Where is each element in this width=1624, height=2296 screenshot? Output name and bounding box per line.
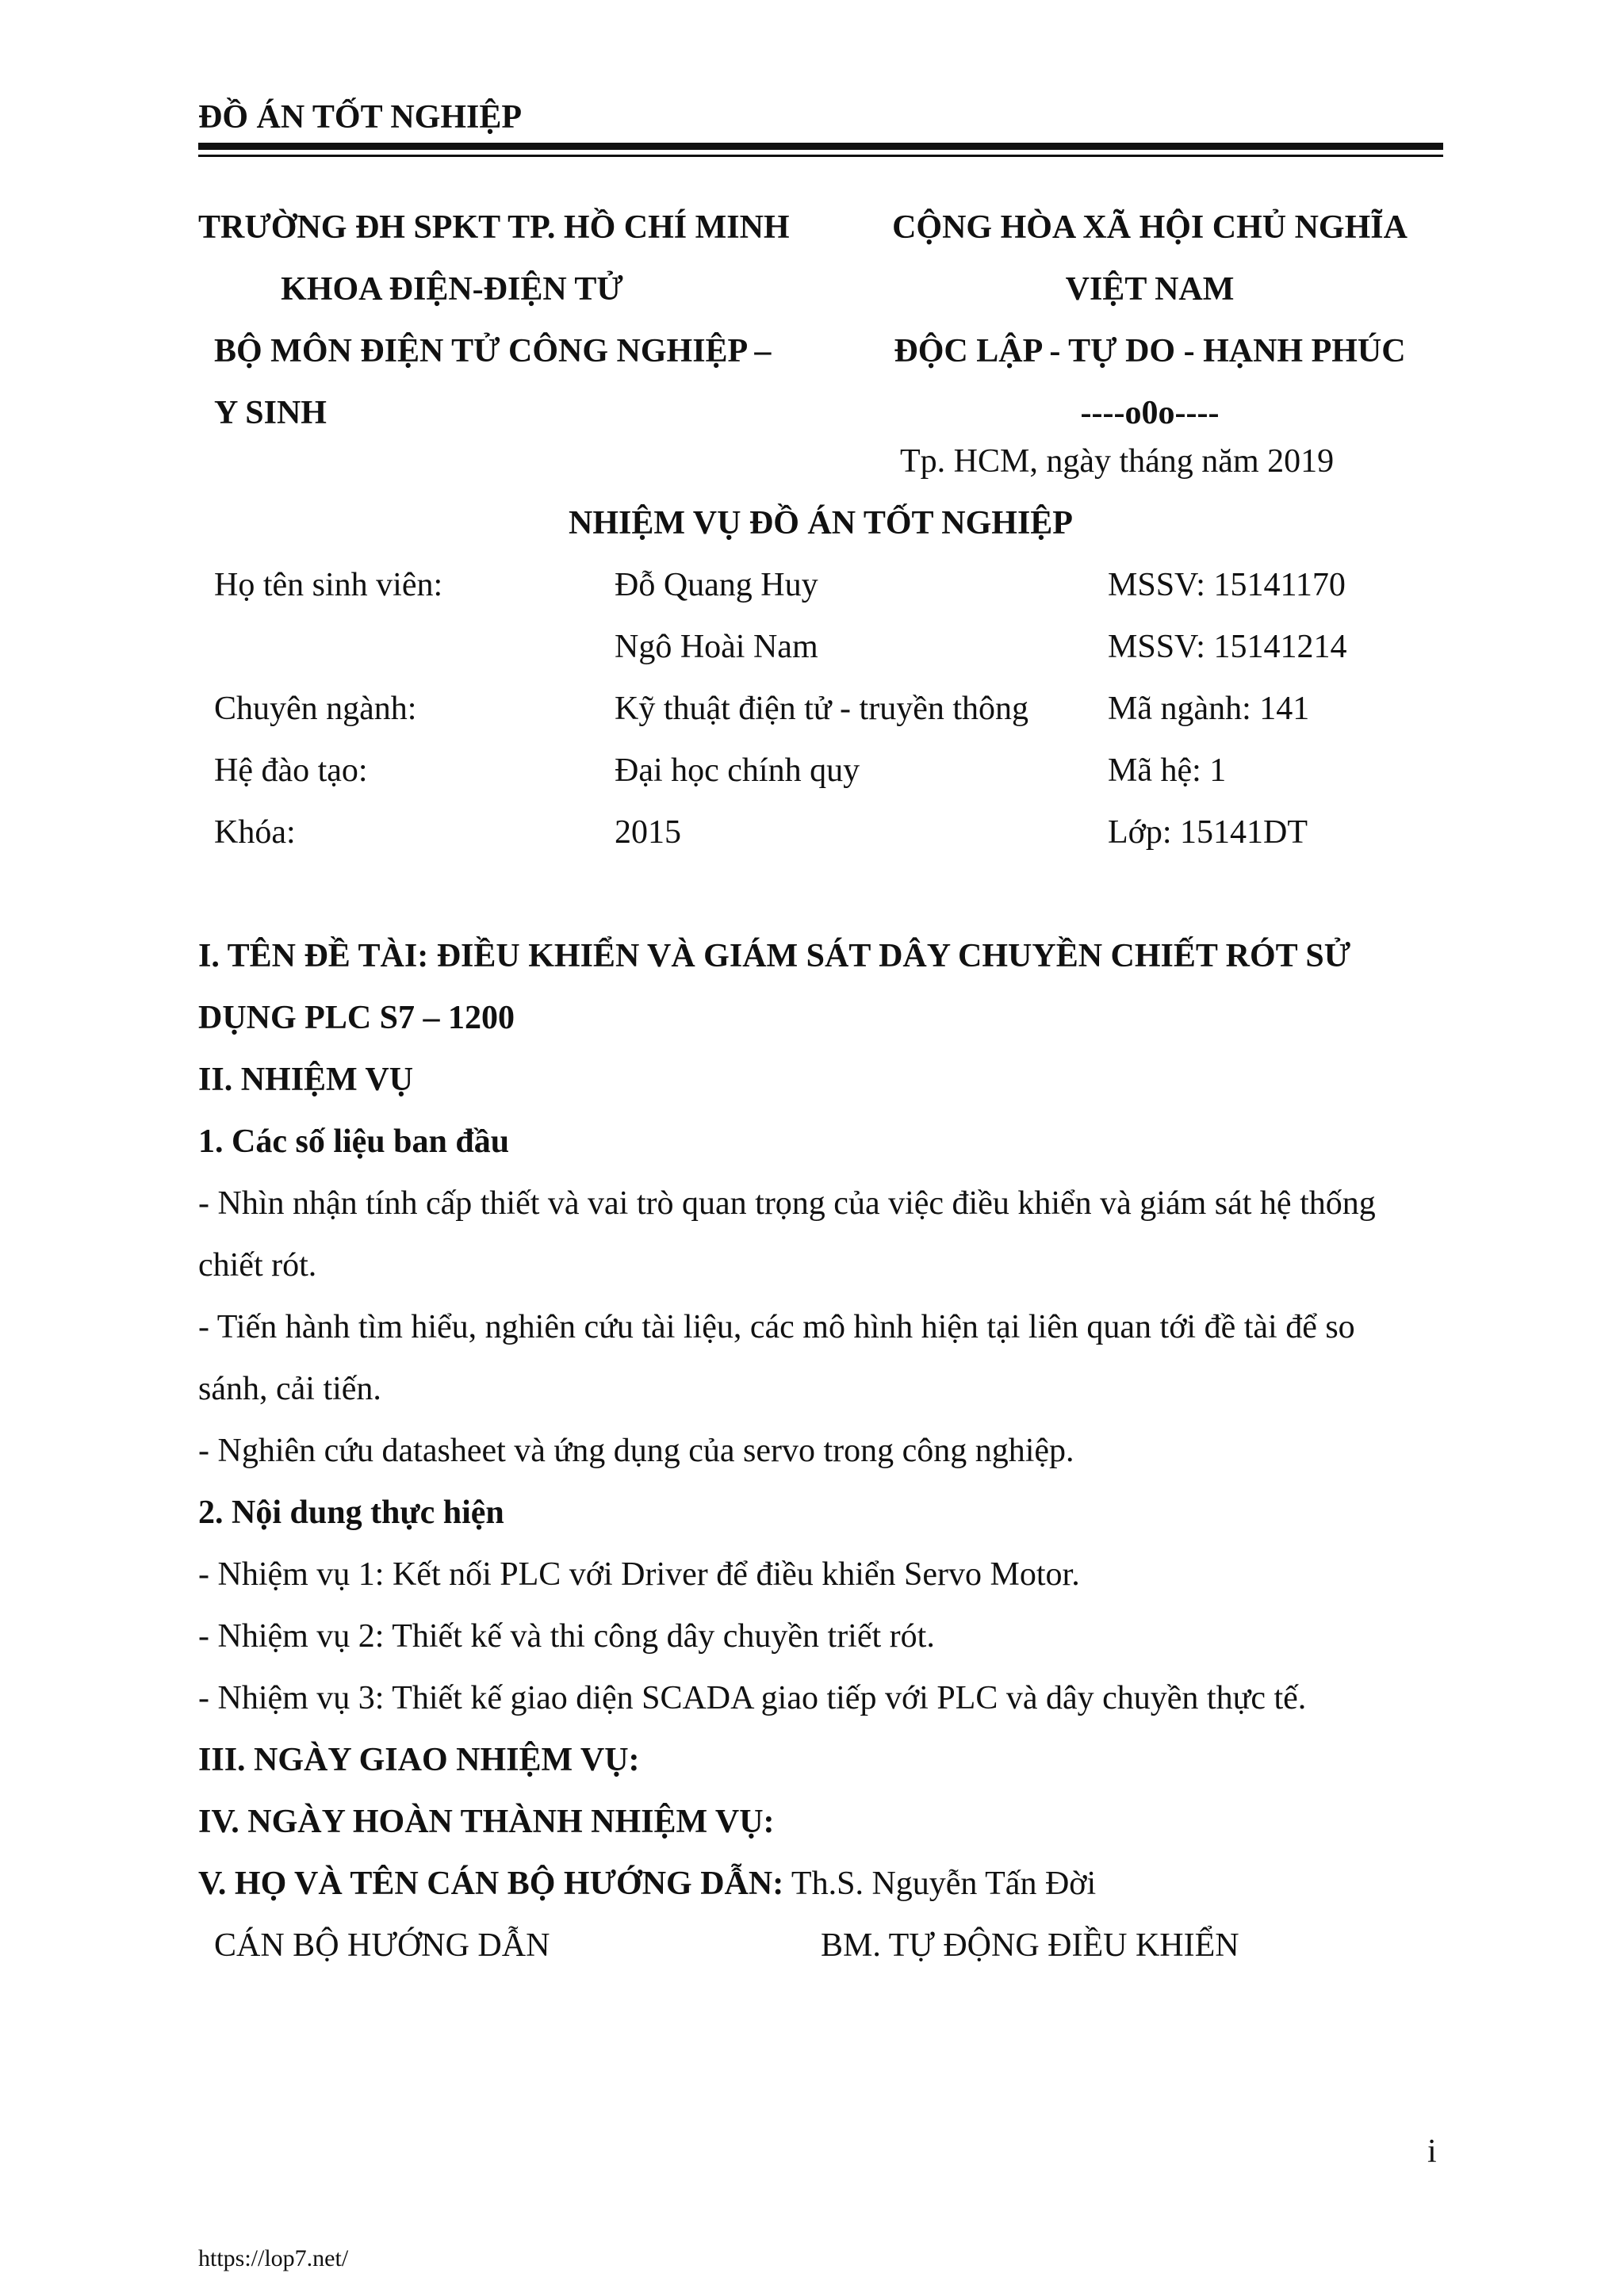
initial-data-line: - Tiến hành tìm hiểu, nghiên cứu tài liệu, các mô hình hiện tại liên quan tới đề tài để so bbox=[198, 1309, 1355, 1345]
section-complete-date: IV. NGÀY HOÀN THÀNH NHIỆM VỤ: bbox=[198, 1804, 775, 1840]
signature-supervisor: CÁN BỘ HƯỚNG DẪN bbox=[214, 1927, 550, 1964]
motto: ĐỘC LẬP - TỰ DO - HẠNH PHÚC bbox=[894, 333, 1406, 369]
subsection-initial-data: 1. Các số liệu ban đầu bbox=[198, 1123, 510, 1160]
topic-title-line-1: : ĐIỀU KHIỂN VÀ GIÁM SÁT DÂY CHUYỀN CHIẾT RÓT SỬ bbox=[417, 938, 1351, 974]
section-supervisor bbox=[198, 1865, 1096, 1903]
info-major-code: Mã ngành: 141 bbox=[1108, 691, 1310, 727]
info-label-cohort: Khóa: bbox=[214, 814, 296, 851]
info-value-major: Kỹ thuật điện tử - truyền thông bbox=[615, 691, 1029, 727]
department-name-cont: Y SINH bbox=[214, 395, 327, 431]
signature-department: BM. TỰ ĐỘNG ĐIỀU KHIỂN bbox=[821, 1927, 1239, 1964]
header-rule-thick bbox=[198, 143, 1443, 150]
institution-block bbox=[198, 197, 848, 444]
task-line: - Nhiệm vụ 1: Kết nối PLC với Driver để điều khiển Servo Motor. bbox=[198, 1556, 1080, 1593]
task-line: - Nhiệm vụ 2: Thiết kế và thi công dây chuyền triết rót. bbox=[198, 1618, 935, 1655]
task-line: - Nhiệm vụ 3: Thiết kế giao diện SCADA giao tiếp với PLC và dây chuyền thực tế. bbox=[198, 1680, 1307, 1716]
section-title-tasks: II. NHIỆM VỤ bbox=[198, 1062, 414, 1098]
info-label-program: Hệ đào tạo: bbox=[214, 752, 368, 789]
ornament: ----o0o---- bbox=[1080, 395, 1220, 431]
faculty-name: KHOA ĐIỆN-ĐIỆN TỬ bbox=[281, 271, 623, 308]
initial-data-line: chiết rót. bbox=[198, 1247, 317, 1284]
info-label-name: Họ tên sinh viên: bbox=[214, 567, 443, 603]
info-value-program: Đại học chính quy bbox=[615, 752, 860, 789]
topic-title-line-2: DỤNG PLC S7 – 1200 bbox=[198, 1000, 515, 1036]
info-value-cohort: 2015 bbox=[615, 814, 681, 851]
supervisor-name: Th.S. Nguyễn Tấn Đời bbox=[783, 1866, 1097, 1902]
subsection-content: 2. Nội dung thực hiện bbox=[198, 1494, 504, 1531]
initial-data-line: - Nghiên cứu datasheet và ứng dụng của servo trong công nghiệp. bbox=[198, 1433, 1074, 1469]
info-class: Lớp: 15141DT bbox=[1108, 814, 1308, 851]
info-value-name-2: Ngô Hoài Nam bbox=[615, 629, 818, 665]
info-value-name-1: Đỗ Quang Huy bbox=[615, 567, 818, 603]
country-line-2: VIỆT NAM bbox=[1065, 271, 1235, 308]
initial-data-line: - Nhìn nhận tính cấp thiết và vai trò quan trọng của việc điều khiển và giám sát hệ thống bbox=[198, 1185, 1376, 1222]
national-motto-block bbox=[856, 197, 1443, 444]
university-name: TRƯỜNG ĐH SPKT TP. HỒ CHÍ MINH bbox=[198, 209, 790, 246]
document-title: NHIỆM VỤ ĐỒ ÁN TỐT NGHIỆP bbox=[569, 505, 1073, 541]
info-program-code: Mã hệ: 1 bbox=[1108, 752, 1227, 789]
date-line: Tp. HCM, ngày tháng năm 2019 bbox=[900, 443, 1335, 480]
source-url: https://lop7.net/ bbox=[198, 2245, 349, 2271]
section-label: I. TÊN ĐỀ TÀI bbox=[198, 938, 418, 974]
page-number: i bbox=[1427, 2133, 1437, 2170]
initial-data-line: sánh, cải tiến. bbox=[198, 1371, 381, 1407]
supervisor-label: V. HỌ VÀ TÊN CÁN BỘ HƯỚNG DẪN: bbox=[198, 1866, 784, 1902]
section-assign-date: III. NGÀY GIAO NHIỆM VỤ: bbox=[198, 1742, 640, 1778]
country-line-1: CỘNG HÒA XÃ HỘI CHỦ NGHĨA bbox=[892, 209, 1408, 246]
running-header: ĐỒ ÁN TỐT NGHIỆP bbox=[198, 99, 523, 136]
info-mssv-2: MSSV: 15141214 bbox=[1108, 629, 1347, 665]
department-name: BỘ MÔN ĐIỆN TỬ CÔNG NGHIỆP – bbox=[214, 333, 772, 369]
section-title-topic bbox=[198, 937, 1350, 975]
info-label-major: Chuyên ngành: bbox=[214, 691, 417, 727]
info-mssv-1: MSSV: 15141170 bbox=[1108, 567, 1346, 603]
header-rule-thin bbox=[198, 155, 1443, 157]
